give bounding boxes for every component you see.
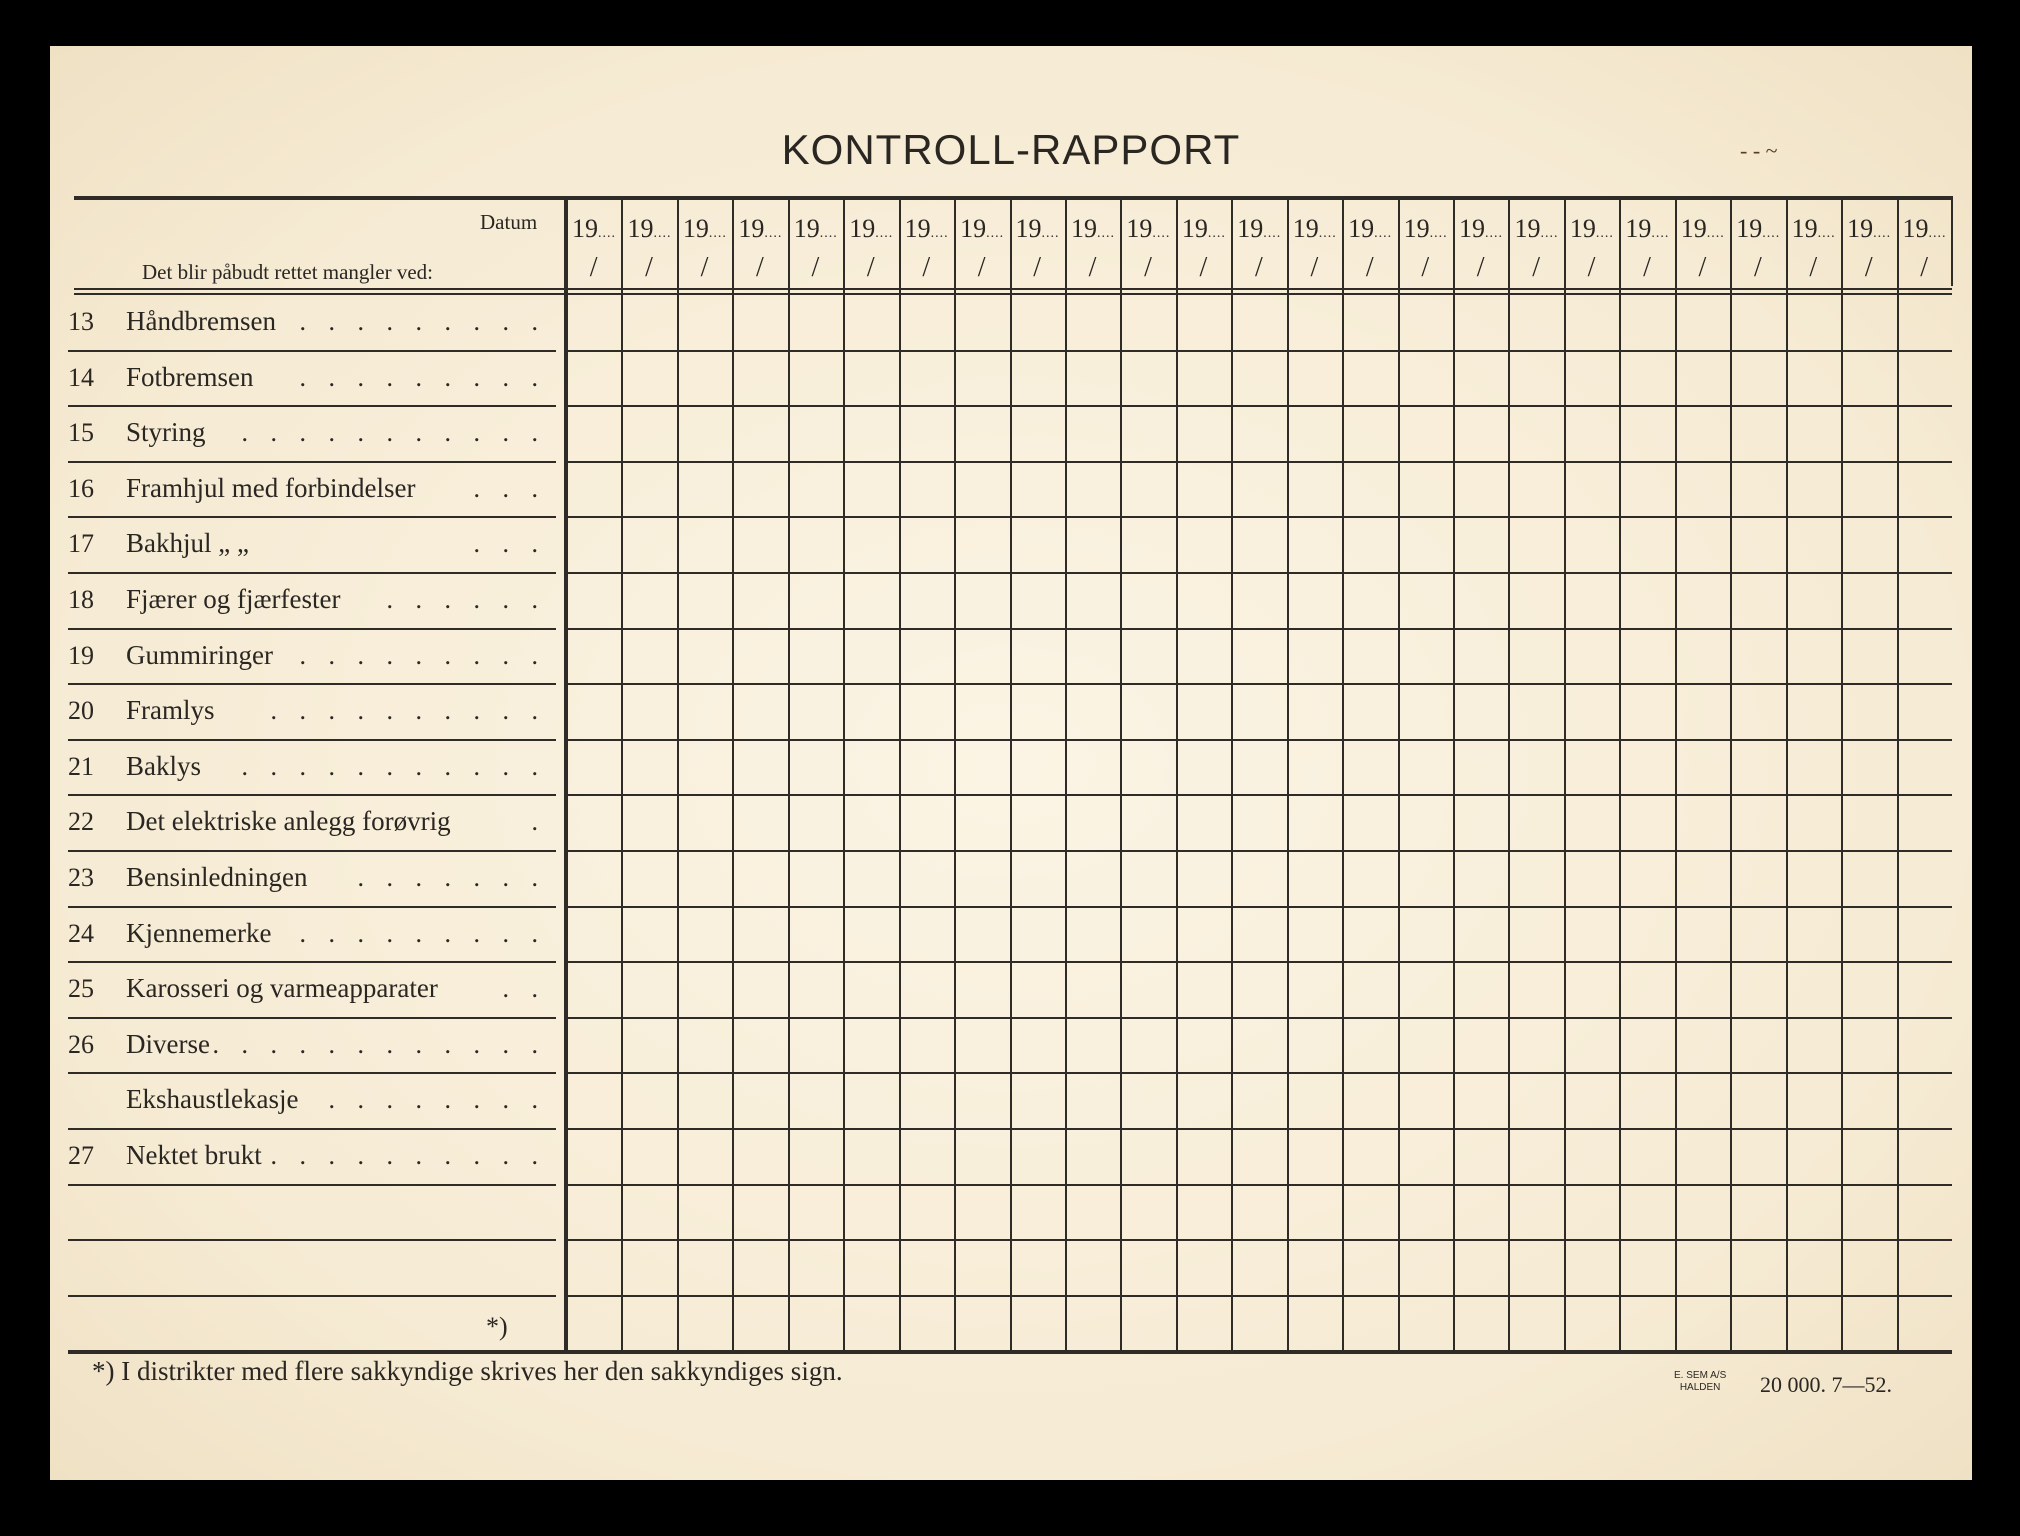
- row-leader-dots: . . . . . . . .: [328, 1085, 546, 1115]
- row-number: 22: [68, 807, 94, 837]
- year-field: [738, 214, 782, 244]
- row-leader-dots: . .: [502, 974, 546, 1004]
- row-leader-dots: . . . . . . .: [357, 863, 546, 892]
- column-rule: [954, 196, 956, 1350]
- year-field: [1903, 214, 1947, 244]
- year-blank: ....: [1318, 226, 1337, 241]
- row-label: Styring: [126, 417, 206, 448]
- header-rule: [74, 293, 1952, 295]
- date-slash: /: [1920, 252, 1929, 283]
- year-field: [1847, 214, 1891, 244]
- row-rule-grid: [566, 1072, 1952, 1074]
- header-rule: [74, 288, 1952, 290]
- date-slash: /: [700, 252, 709, 283]
- year-field: [627, 214, 671, 244]
- row-label: Karosseri og varmeapparater: [126, 973, 438, 1004]
- year-field: [1625, 214, 1669, 244]
- date-slash: /: [922, 252, 931, 283]
- row-rule-grid: [566, 739, 1952, 741]
- column-rule: [899, 196, 901, 1350]
- row-rule-left: [68, 794, 556, 796]
- row-number: 13: [68, 307, 94, 336]
- column-rule: [1951, 196, 1953, 286]
- year-blank: ....: [1762, 226, 1781, 241]
- row-rule-grid: [566, 1295, 1952, 1297]
- date-slash: /: [1643, 252, 1651, 283]
- year-field: [1016, 214, 1060, 244]
- row-rule-left: [68, 350, 556, 352]
- top-rule: [74, 196, 1952, 200]
- row-leader-dots: . . . . . . . . .: [299, 362, 546, 392]
- ink-marks: - - ~: [1740, 138, 1778, 163]
- row-number: 15: [68, 418, 94, 448]
- column-rule: [1010, 196, 1012, 1350]
- row-rule-grid: [566, 683, 1952, 685]
- row-rule-left: [68, 1128, 556, 1130]
- row-rule-left: [68, 405, 556, 407]
- row-number: 19: [68, 640, 94, 670]
- year-field: [572, 214, 616, 244]
- year-blank: ....: [764, 226, 783, 241]
- year-field: [1681, 214, 1725, 244]
- column-rule: [1619, 196, 1621, 1350]
- year-blank: ....: [1873, 226, 1892, 241]
- year-blank: ....: [1041, 226, 1060, 241]
- year-prefix: 19: [682, 214, 709, 243]
- year-prefix: 19: [1070, 214, 1097, 243]
- year-prefix: 19: [1403, 214, 1430, 243]
- row-number: 26: [68, 1029, 94, 1059]
- date-slash: /: [811, 252, 820, 283]
- row-leader-dots: . . . . . . . . . . . .: [212, 1029, 546, 1059]
- date-slash: /: [977, 252, 986, 283]
- date-slash: /: [1255, 252, 1263, 283]
- column-rule: [1176, 196, 1178, 1350]
- year-prefix: 19: [627, 214, 654, 243]
- column-rule: [1508, 196, 1510, 1350]
- year-field: [1293, 214, 1337, 244]
- date-slash: /: [1753, 252, 1762, 283]
- row-leader-dots: . . .: [473, 473, 546, 503]
- inspection-form-card: [50, 46, 1972, 1480]
- row-label: Fotbremsen: [126, 361, 254, 392]
- year-field: [1348, 214, 1392, 244]
- row-leader-dots: . . . . . . . . . .: [270, 696, 546, 726]
- row-label: Fjærer og fjærfester: [126, 584, 341, 614]
- year-field: [1237, 214, 1281, 244]
- form-title: KONTROLL-RAPPORT: [781, 126, 1241, 173]
- row-rule-grid: [566, 1017, 1952, 1019]
- column-rule: [1287, 196, 1289, 1350]
- printer-name: E. SEM A/S: [1674, 1370, 1727, 1381]
- date-slash: /: [1809, 252, 1818, 283]
- row-rule-left: [68, 1239, 556, 1241]
- column-rule: [1675, 196, 1677, 1350]
- year-blank: ....: [1096, 226, 1115, 241]
- year-blank: ....: [1651, 226, 1670, 241]
- column-rule: [788, 196, 790, 1350]
- year-prefix: 19: [1126, 214, 1153, 243]
- row-label: Bensinledningen: [126, 862, 308, 892]
- row-leader-dots: .: [531, 807, 546, 837]
- row-rule-left: [68, 461, 556, 463]
- year-blank: ....: [1928, 226, 1947, 241]
- row-leader-dots: . . . . . . . . .: [299, 307, 546, 336]
- year-prefix: 19: [1847, 214, 1874, 243]
- year-prefix: 19: [1625, 214, 1652, 243]
- row-rule-left: [68, 1295, 556, 1297]
- year-prefix: 19: [1680, 214, 1707, 243]
- row-number: 20: [68, 696, 94, 726]
- printer-city: HALDEN: [1679, 1382, 1721, 1393]
- year-blank: ....: [1706, 226, 1725, 241]
- row-rule-left: [68, 1072, 556, 1074]
- year-prefix: 19: [572, 214, 598, 243]
- date-slash: /: [1365, 252, 1374, 283]
- column-rule: [1453, 196, 1455, 1350]
- year-field: [1126, 214, 1170, 244]
- year-blank: ....: [598, 226, 616, 241]
- year-field: [1459, 214, 1503, 244]
- row-rule-grid: [566, 1239, 1952, 1241]
- row-rule-grid: [566, 906, 1952, 908]
- column-rule: [1231, 196, 1233, 1350]
- header-note: Det blir påbudt rettet mangler ved:: [142, 260, 433, 284]
- row-rule-grid: [566, 628, 1952, 630]
- year-blank: ....: [930, 226, 949, 241]
- row-rule-left: [68, 1017, 556, 1019]
- row-label: Kjennemerke: [126, 917, 272, 948]
- row-number: 24: [68, 918, 94, 948]
- column-rule: [1730, 196, 1732, 1350]
- year-prefix: 19: [1237, 214, 1264, 243]
- row-rule-left: [68, 628, 556, 630]
- year-prefix: 19: [1015, 214, 1042, 243]
- row-rule-left: [68, 683, 556, 685]
- year-prefix: 19: [904, 214, 931, 243]
- row-rule-grid: [566, 572, 1952, 574]
- column-rule: [843, 196, 845, 1350]
- row-rule-left: [68, 739, 556, 741]
- year-prefix: 19: [738, 214, 765, 243]
- column-rule: [1342, 196, 1344, 1350]
- year-prefix: 19: [1181, 214, 1208, 243]
- row-number: 25: [68, 974, 94, 1004]
- year-prefix: 19: [1569, 214, 1596, 243]
- row-number: 18: [68, 585, 94, 614]
- year-prefix: 19: [1348, 214, 1375, 243]
- year-field: [849, 214, 893, 244]
- row-rule-grid: [566, 961, 1952, 963]
- row-rule-grid: [566, 350, 1952, 352]
- footnote: *) I distrikter med flere sakkyndige skrives her den sakkyndiges sign.: [92, 1356, 843, 1386]
- row-label: Framhjul med forbindelser: [126, 472, 416, 503]
- row-rule-grid: [566, 850, 1952, 852]
- year-field: [905, 214, 949, 244]
- date-slash: /: [1476, 252, 1485, 283]
- row-rule-grid: [566, 461, 1952, 463]
- date-slash: /: [866, 252, 875, 283]
- year-blank: ....: [1485, 226, 1504, 241]
- year-prefix: 19: [1514, 214, 1541, 243]
- column-rule: [732, 196, 734, 1350]
- date-slash: /: [1144, 252, 1152, 283]
- row-rule-grid: [566, 516, 1952, 518]
- date-slash: /: [1532, 252, 1540, 283]
- column-rule: [1120, 196, 1122, 1350]
- row-rule-grid: [566, 405, 1952, 407]
- print-run-info: 20 000. 7—52.: [1760, 1372, 1892, 1397]
- year-blank: ....: [1595, 226, 1614, 241]
- year-blank: ....: [875, 226, 894, 241]
- row-label: Nektet brukt: [126, 1140, 262, 1170]
- date-slash: /: [1587, 252, 1596, 283]
- row-label: Gummiringer: [126, 639, 273, 670]
- row-number: 21: [68, 751, 94, 781]
- year-blank: ....: [1152, 226, 1171, 241]
- year-blank: ....: [653, 226, 672, 241]
- label-divider: [564, 196, 568, 1350]
- year-prefix: 19: [1791, 214, 1818, 243]
- row-rule-grid: [566, 1184, 1952, 1186]
- row-label: Framlys: [126, 695, 215, 726]
- date-slash: /: [1033, 252, 1042, 283]
- year-blank: ....: [819, 226, 838, 241]
- row-rule-grid: [566, 1128, 1952, 1130]
- date-slash: /: [1088, 252, 1097, 283]
- row-rule-left: [68, 850, 556, 852]
- row-label: Baklys: [126, 750, 202, 781]
- column-rule: [621, 196, 623, 1350]
- year-field: [1736, 214, 1780, 244]
- row-label: Håndbremsen: [126, 306, 276, 336]
- row-number: 14: [68, 362, 94, 392]
- year-field: [1404, 214, 1448, 244]
- date-slash: /: [1199, 252, 1208, 283]
- row-rule-left: [68, 516, 556, 518]
- column-rule: [1786, 196, 1788, 1350]
- year-field: [683, 214, 727, 244]
- year-blank: ....: [1817, 226, 1836, 241]
- column-rule: [1841, 196, 1843, 1350]
- row-rule-grid: [566, 794, 1952, 796]
- year-blank: ....: [708, 226, 727, 241]
- column-rule: [1897, 196, 1899, 1350]
- row-rule-left: [68, 906, 556, 908]
- date-slash: /: [589, 252, 598, 283]
- row-number: 27: [68, 1141, 94, 1170]
- row-label: Bakhjul „ „: [126, 528, 249, 559]
- row-rule-left: [68, 961, 556, 963]
- row-rule-left: [68, 1184, 556, 1186]
- column-rule: [1065, 196, 1067, 1350]
- date-slash: /: [645, 252, 653, 283]
- row-rule-left: [68, 572, 556, 574]
- row-label: Diverse: [126, 1028, 210, 1059]
- row-number: 16: [68, 473, 94, 503]
- year-blank: ....: [1374, 226, 1393, 241]
- column-rule: [1564, 196, 1566, 1350]
- datum-label: Datum: [480, 210, 538, 234]
- year-prefix: 19: [960, 214, 987, 243]
- bottom-rule: [68, 1350, 1952, 1354]
- year-prefix: 19: [1459, 214, 1486, 243]
- year-blank: ....: [1540, 226, 1559, 241]
- year-field: [1182, 214, 1226, 244]
- printer-imprint: [1674, 1370, 1726, 1394]
- year-prefix: 19: [1902, 214, 1929, 243]
- date-slash: /: [1310, 252, 1319, 283]
- year-field: [1792, 214, 1836, 244]
- row-leader-dots: . . . . . .: [386, 585, 546, 614]
- year-prefix: 19: [1736, 214, 1763, 243]
- year-field: [1071, 214, 1115, 244]
- column-rule: [1398, 196, 1400, 1350]
- date-slash: /: [756, 252, 764, 283]
- row-number: 17: [68, 529, 94, 559]
- row-leader-dots: . . . . . . . . . . .: [241, 418, 546, 448]
- row-label: Ekshaustlekasje: [126, 1084, 299, 1115]
- row-label: Det elektriske anlegg forøvrig: [126, 806, 451, 837]
- year-field: [1570, 214, 1614, 244]
- signature-row-mark: *): [486, 1312, 508, 1341]
- year-blank: ....: [1263, 226, 1282, 241]
- year-blank: ....: [1207, 226, 1226, 241]
- year-prefix: 19: [793, 214, 820, 243]
- date-slash: /: [1864, 252, 1873, 283]
- year-field: [794, 214, 838, 244]
- date-slash: /: [1698, 252, 1707, 283]
- year-blank: ....: [986, 226, 1005, 241]
- year-field: [960, 214, 1004, 244]
- row-leader-dots: . . . . . . . . . . .: [241, 751, 546, 781]
- column-rule: [677, 196, 679, 1350]
- year-field: [1514, 214, 1558, 244]
- year-blank: ....: [1429, 226, 1448, 241]
- row-number: 23: [68, 863, 94, 892]
- year-prefix: 19: [1292, 214, 1319, 243]
- row-leader-dots: . . . . . . . . .: [299, 640, 546, 670]
- year-prefix: 19: [849, 214, 876, 243]
- row-leader-dots: . . .: [473, 529, 546, 559]
- row-leader-dots: . . . . . . . . . .: [270, 1141, 546, 1170]
- row-leader-dots: . . . . . . . . .: [299, 918, 546, 948]
- date-slash: /: [1421, 252, 1430, 283]
